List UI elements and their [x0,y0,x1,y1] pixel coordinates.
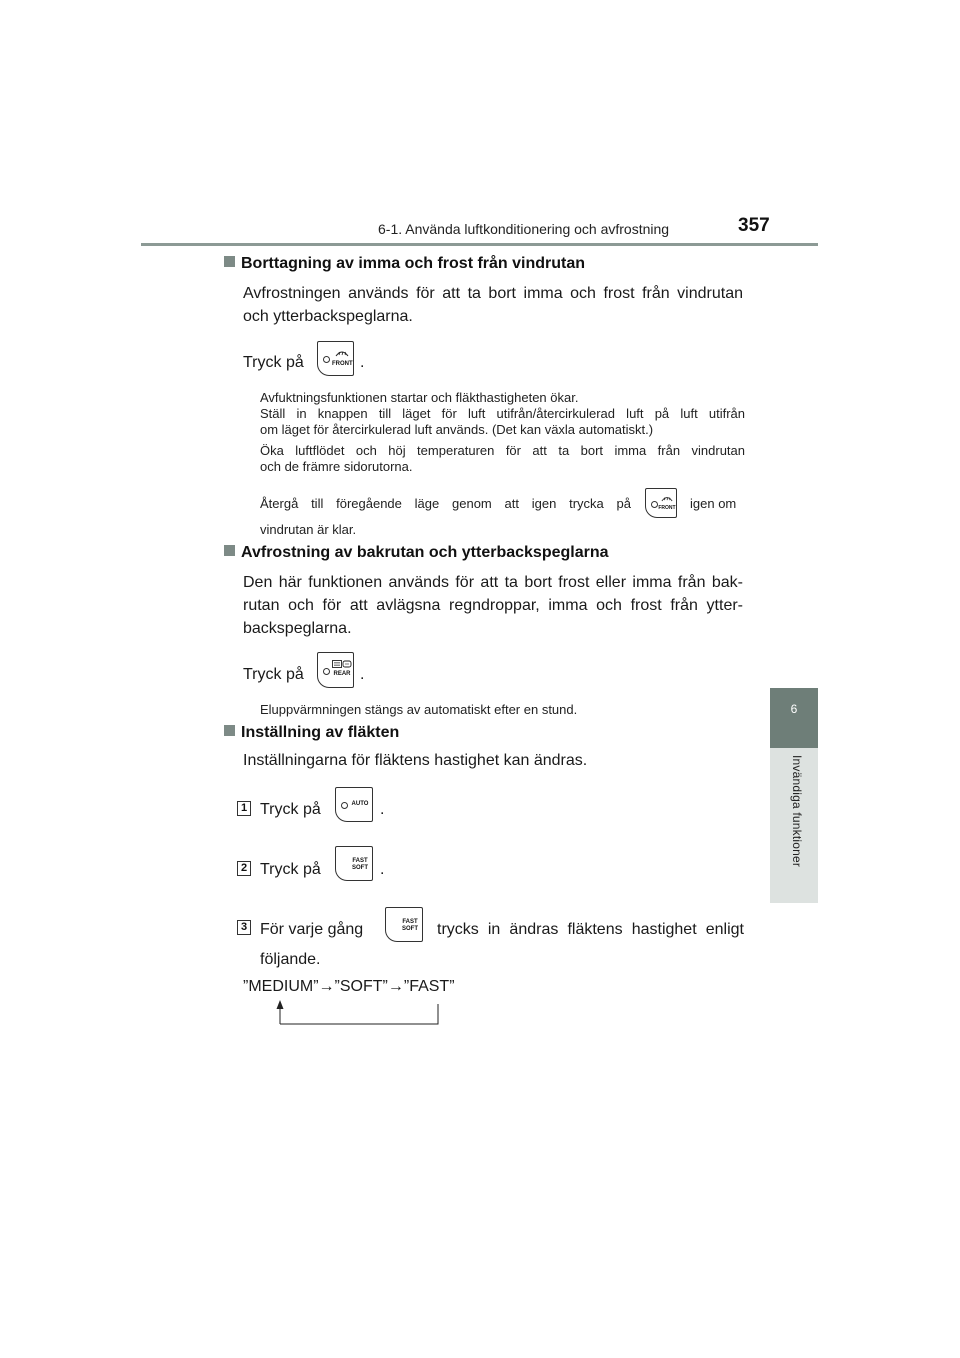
step-number: 1 [237,801,251,816]
button-label: FRONT [658,505,676,511]
step-text: Tryck på [260,801,321,818]
step-text: För varje gång [260,921,364,938]
indicator-icon [341,802,348,809]
windshield-defrost-icon [335,348,349,357]
section-heading-windshield: Borttagning av imma och frost från vindrutan [224,255,585,273]
indicator-icon [323,356,330,363]
front-defrost-button [317,341,354,376]
indicator-icon [323,668,330,675]
note-line: Ställ in knappen till läget för luft utifrån/återcirkulerad luft på luft utifrån [260,406,745,421]
note-line: Öka luftflödet och höj temperaturen för att ta bort imma från vindrutan [260,443,745,458]
windshield-defrost-icon [661,494,673,502]
cycle-return-arrow-icon [275,998,445,1028]
step-number: 2 [237,861,251,876]
button-label: FAST SOFT [402,919,418,932]
fan-speed-cycle: ”MEDIUM”→”SOFT”→”FAST” [243,978,455,995]
chapter-tab [770,688,818,748]
note-line: och de främre sidorutorna. [260,459,413,474]
bullet-square-icon [224,545,235,556]
auto-button [335,787,373,822]
note-line: om läget för återcirkulerad luft används. (Det kan växla automatiskt.) [260,422,654,437]
press-instruction: Tryck på [243,666,304,683]
chapter-label: Invändiga funktioner [790,755,804,868]
section-heading-rear: Avfrostning av bakrutan och ytterbackspeglarna [224,544,609,562]
step-text: Tryck på [260,861,321,878]
running-header: 6-1. Använda luftkonditionering och avfrostning [378,221,670,237]
body-text: Inställningarna för fläktens hastighet kan ändras. [243,752,588,769]
press-instruction: Tryck på [243,354,304,371]
button-label: AUTO [351,801,369,807]
note-line: Avfuktningsfunktionen startar och fläkthastigheten ökar. [260,390,579,405]
press-instruction-end: . [360,354,365,371]
body-text: Avfrostningen används för att ta bort imma och frost från vindrutan [243,285,743,302]
step-text-end: . [380,801,385,818]
step-text: följande. [260,951,321,968]
header-rule [141,243,818,246]
step-text-end: . [380,861,385,878]
chapter-number: 6 [790,702,798,716]
bullet-square-icon [224,256,235,267]
fast-soft-button [385,907,423,942]
page-number: 357 [738,215,770,236]
front-defrost-button [645,488,677,518]
button-label: FAST SOFT [352,858,368,871]
fast-soft-button [335,846,373,881]
rear-window-defrost-icon [332,660,352,668]
button-label: REAR [333,671,351,677]
note-line: vindrutan är klar. [260,522,357,537]
rear-defrost-button [317,652,354,688]
step-text-end: trycks in ändras fläktens hastighet enligt [437,921,744,938]
body-text: rutan och för att avlägsna regndroppar, imma och frost från ytter- [243,597,743,614]
button-label: FRONT [332,361,353,367]
body-text: Den här funktionen används för att ta bort frost eller imma från bak- [243,574,743,591]
note-line: Återgå till föregående läge genom att igen trycka på [260,496,631,511]
step-number: 3 [237,920,251,935]
body-text: och ytterbackspeglarna. [243,308,413,325]
body-text: backspeglarna. [243,620,352,637]
section-heading-fan: Inställning av fläkten [224,724,399,742]
press-instruction-end: . [360,666,365,683]
note-line: Eluppvärmningen stängs av automatiskt efter en stund. [260,702,578,717]
bullet-square-icon [224,725,235,736]
note-line: igen om [690,496,737,511]
indicator-icon [651,501,658,508]
